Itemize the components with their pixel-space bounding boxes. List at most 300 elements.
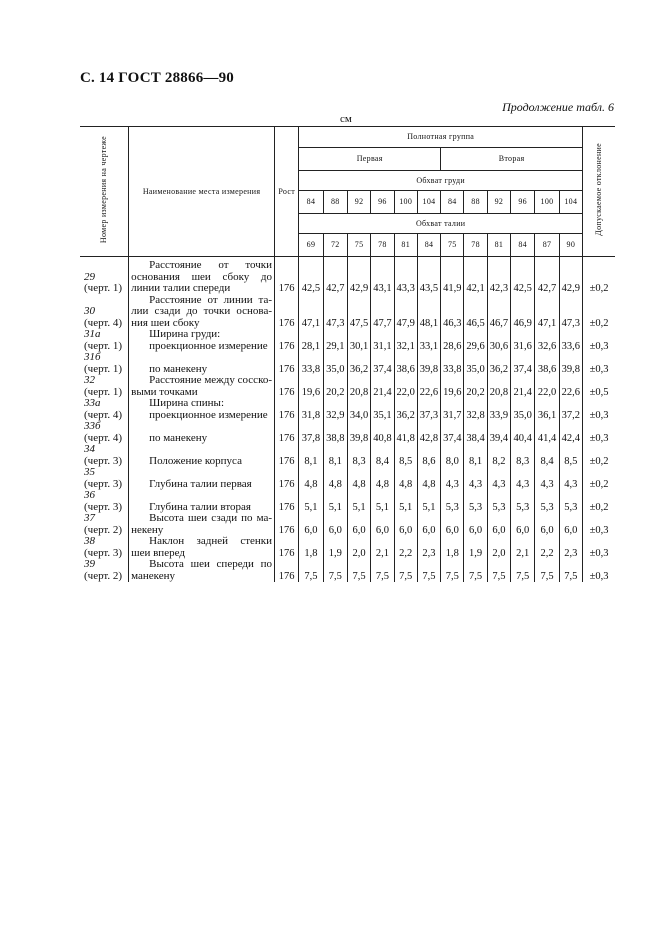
measurement-value: 5,3 xyxy=(535,490,559,513)
table-row xyxy=(80,444,615,467)
chest-header: Обхват груди xyxy=(299,171,583,191)
table-header xyxy=(80,127,615,257)
chest-value-header: 96 xyxy=(511,191,535,214)
continuation-label: Продолжение табл. 6 xyxy=(502,100,614,114)
measurement-value: 36,1 xyxy=(535,398,559,421)
chest-value-header: 88 xyxy=(464,191,487,214)
measurement-value: 47,3 xyxy=(323,295,347,330)
measurement-value: 42,9 xyxy=(559,257,582,295)
chest-value-header: 84 xyxy=(299,191,323,214)
tolerance-value: ±0,2 xyxy=(583,490,615,513)
measurement-value: 41,8 xyxy=(394,421,417,444)
measurement-value: 8,0 xyxy=(441,444,464,467)
measurement-value: 42,7 xyxy=(535,257,559,295)
measurement-value: 6,0 xyxy=(441,513,464,536)
measurement-name-line: по манекену xyxy=(149,431,208,444)
waist-value-header: 84 xyxy=(417,234,440,257)
tolerance-value: ±0,2 xyxy=(583,257,615,295)
measurement-value: 38,6 xyxy=(394,352,417,375)
measurement-name-line: лии сзади до точки основа- xyxy=(131,305,273,317)
chest-value-header: 84 xyxy=(441,191,464,214)
measurement-value: 42,5 xyxy=(299,257,323,295)
measurement-name-line: Положение корпуса xyxy=(149,454,242,467)
measurement-value: 46,5 xyxy=(464,295,487,330)
waist-header: Обхват талии xyxy=(299,214,583,234)
chest-value-header: 100 xyxy=(394,191,417,214)
measurement-name-line: Высота шеи спереди по xyxy=(149,558,273,570)
measurement-name-line: по манекену xyxy=(149,362,208,375)
measurement-value: 6,0 xyxy=(347,513,370,536)
measurement-value: 46,3 xyxy=(441,295,464,330)
measurement-value: 1,9 xyxy=(323,536,347,559)
measurement-value: 7,5 xyxy=(511,559,535,582)
measurement-value: 31,6 xyxy=(511,329,535,352)
measurement-name xyxy=(129,536,275,559)
measurement-value: 2,0 xyxy=(487,536,510,559)
measurement-value: 31,8 xyxy=(299,398,323,421)
waist-value-header: 81 xyxy=(487,234,510,257)
measurement-value: 8,3 xyxy=(347,444,370,467)
measurement-value: 5,1 xyxy=(347,490,370,513)
measurement-name-line: основания шеи сбоку до xyxy=(131,270,273,283)
measurement-value: 29,1 xyxy=(323,329,347,352)
measurement-value: 7,5 xyxy=(559,559,582,582)
measurement-number-value: 33б xyxy=(84,420,101,432)
measurement-value: 32,9 xyxy=(323,398,347,421)
measurement-value: 8,6 xyxy=(417,444,440,467)
measurement-value: 5,1 xyxy=(417,490,440,513)
waist-value-header: 78 xyxy=(464,234,487,257)
measurement-value: 38,4 xyxy=(464,421,487,444)
measurement-value: 37,4 xyxy=(441,421,464,444)
tolerance-value: ±0,2 xyxy=(583,295,615,330)
measurement-value: 42,7 xyxy=(323,257,347,295)
waist-value-header: 87 xyxy=(535,234,559,257)
measurement-value: 28,1 xyxy=(299,329,323,352)
measurement-value: 31,1 xyxy=(371,329,394,352)
measurement-name-line: линии талии спереди xyxy=(131,282,231,294)
measurement-name-line: проекционное измерение xyxy=(149,339,268,352)
measurement-value: 7,5 xyxy=(535,559,559,582)
measurement-value: 29,6 xyxy=(464,329,487,352)
measurement-name-line: Высота шеи сзади по ма- xyxy=(149,512,273,524)
measurement-value: 36,2 xyxy=(347,352,370,375)
height-value: 176 xyxy=(275,295,299,330)
measurement-number-value: 31а xyxy=(84,328,101,340)
measurement-value: 35,0 xyxy=(511,398,535,421)
measurement-value: 7,5 xyxy=(487,559,510,582)
drawing-reference: (черт. 4) xyxy=(84,316,123,329)
measurement-value: 5,1 xyxy=(371,490,394,513)
measurement-value: 47,9 xyxy=(394,295,417,330)
measurement-name xyxy=(129,398,275,421)
measurement-value: 35,1 xyxy=(371,398,394,421)
measurement-name-line: Расстояние от точки xyxy=(149,259,273,271)
drawing-reference: (черт. 3) xyxy=(84,454,123,467)
measurement-value: 4,8 xyxy=(347,467,370,490)
tolerance-column-header: Допускаемое отклонение xyxy=(583,127,615,257)
drawing-reference: (черт. 2) xyxy=(84,569,123,582)
chest-value-header: 104 xyxy=(417,191,440,214)
measurement-value: 5,3 xyxy=(464,490,487,513)
height-value: 176 xyxy=(275,398,299,421)
measurement-value: 4,8 xyxy=(371,467,394,490)
measurement-value: 7,5 xyxy=(371,559,394,582)
table-row xyxy=(80,329,615,352)
measurement-value: 5,1 xyxy=(394,490,417,513)
measurement-value: 1,9 xyxy=(464,536,487,559)
measurement-value: 43,1 xyxy=(371,257,394,295)
measurement-number xyxy=(80,467,129,490)
num-column-header: Номер измерения на чертеже xyxy=(80,127,129,257)
measurement-value: 2,1 xyxy=(511,536,535,559)
measurement-number-value: 35 xyxy=(84,466,95,478)
measurement-value: 6,0 xyxy=(535,513,559,536)
unit-label: см xyxy=(340,113,352,125)
measurement-number-value: 29 xyxy=(84,270,95,283)
height-value: 176 xyxy=(275,329,299,352)
measurement-name xyxy=(129,375,275,398)
drawing-reference: (черт. 3) xyxy=(84,477,123,490)
measurement-value: 36,2 xyxy=(487,352,510,375)
name-column-header: Наименование места измерения xyxy=(129,127,275,257)
measurement-value: 5,1 xyxy=(299,490,323,513)
measurement-name-line: Глубина талии первая xyxy=(149,477,252,490)
measurement-name-line: проекционное измерение xyxy=(149,408,268,421)
group-second-header: Вторая xyxy=(441,148,583,171)
drawing-reference: (черт. 1) xyxy=(84,282,123,294)
measurement-value: 5,3 xyxy=(487,490,510,513)
measurement-value: 33,1 xyxy=(417,329,440,352)
measurement-value: 2,1 xyxy=(371,536,394,559)
measurement-value: 6,0 xyxy=(371,513,394,536)
measurement-value: 4,8 xyxy=(299,467,323,490)
measurement-value: 39,8 xyxy=(559,352,582,375)
measurement-value: 31,7 xyxy=(441,398,464,421)
measurement-name-line: Расстояние от линии та- xyxy=(149,293,273,306)
measurement-value: 19,6 xyxy=(299,375,323,398)
height-column-header: Рост xyxy=(275,127,299,257)
measurement-value: 6,0 xyxy=(394,513,417,536)
height-value: 176 xyxy=(275,536,299,559)
height-value: 176 xyxy=(275,257,299,295)
waist-value-header: 72 xyxy=(323,234,347,257)
drawing-reference: (черт. 4) xyxy=(84,408,123,421)
table-row xyxy=(80,295,615,330)
measurement-number xyxy=(80,375,129,398)
measurement-value: 6,0 xyxy=(559,513,582,536)
drawing-reference: (черт. 1) xyxy=(84,385,123,398)
measurement-value: 4,3 xyxy=(464,467,487,490)
measurement-value: 47,5 xyxy=(347,295,370,330)
measurement-name-line: некену xyxy=(131,523,164,536)
measurement-value: 20,8 xyxy=(487,375,510,398)
measurement-value: 8,5 xyxy=(394,444,417,467)
waist-value-header: 90 xyxy=(559,234,582,257)
measurement-value: 41,9 xyxy=(441,257,464,295)
measurement-number xyxy=(80,329,129,352)
measurement-value: 4,3 xyxy=(511,467,535,490)
measurement-value: 7,5 xyxy=(441,559,464,582)
measurement-value: 2,3 xyxy=(559,536,582,559)
measurement-name xyxy=(129,559,275,582)
measurement-value: 32,6 xyxy=(535,329,559,352)
chest-value-header: 92 xyxy=(487,191,510,214)
measurement-value: 7,5 xyxy=(323,559,347,582)
measurement-value: 42,5 xyxy=(511,257,535,295)
height-value: 176 xyxy=(275,352,299,375)
waist-value-header: 81 xyxy=(394,234,417,257)
height-value: 176 xyxy=(275,513,299,536)
measurement-value: 40,8 xyxy=(371,421,394,444)
measurement-value: 28,6 xyxy=(441,329,464,352)
measurement-value: 2,2 xyxy=(535,536,559,559)
measurement-value: 1,8 xyxy=(299,536,323,559)
measurement-name-line: Расстояние между сосско- xyxy=(149,374,273,386)
tolerance-value: ±0,5 xyxy=(583,375,615,398)
measurement-value: 20,8 xyxy=(347,375,370,398)
measurement-name-line: манекену xyxy=(131,569,176,582)
height-value: 176 xyxy=(275,467,299,490)
waist-value-header: 75 xyxy=(347,234,370,257)
measurement-name-line: Ширина груди: xyxy=(149,328,221,340)
measurement-value: 6,0 xyxy=(511,513,535,536)
measurement-value: 22,6 xyxy=(417,375,440,398)
measurement-value: 4,8 xyxy=(323,467,347,490)
group-first-header: Первая xyxy=(299,148,441,171)
measurement-value: 5,1 xyxy=(323,490,347,513)
measurement-value: 37,4 xyxy=(511,352,535,375)
measurement-number-value: 38 xyxy=(84,535,95,547)
measurement-number-value: 31б xyxy=(84,351,101,363)
measurement-value: 47,1 xyxy=(535,295,559,330)
measurement-value: 42,8 xyxy=(417,421,440,444)
measurement-name xyxy=(129,295,275,330)
chest-value-header: 88 xyxy=(323,191,347,214)
measurement-number xyxy=(80,257,129,295)
measurement-value: 8,1 xyxy=(299,444,323,467)
measurement-value: 37,8 xyxy=(299,421,323,444)
page-header: С. 14 ГОСТ 28866—90 xyxy=(80,70,234,86)
measurement-value: 37,4 xyxy=(371,352,394,375)
measurement-value: 32,1 xyxy=(394,329,417,352)
measurement-number-value: 30 xyxy=(84,305,95,317)
height-value: 176 xyxy=(275,559,299,582)
waist-value-header: 75 xyxy=(441,234,464,257)
measurement-value: 21,4 xyxy=(371,375,394,398)
measurement-value: 4,8 xyxy=(417,467,440,490)
waist-value-header: 69 xyxy=(299,234,323,257)
waist-value-header: 84 xyxy=(511,234,535,257)
measurement-value: 6,0 xyxy=(487,513,510,536)
drawing-reference: (черт. 1) xyxy=(84,339,123,352)
measurement-name-line: Ширина спины: xyxy=(149,397,225,409)
measurement-name xyxy=(129,513,275,536)
measurement-number-value: 34 xyxy=(84,443,95,455)
measurement-value: 43,5 xyxy=(417,257,440,295)
measurement-value: 20,2 xyxy=(323,375,347,398)
table-body xyxy=(80,257,615,583)
measurement-number-value: 37 xyxy=(84,512,95,524)
measurement-value: 38,8 xyxy=(323,421,347,444)
measurement-value: 22,6 xyxy=(559,375,582,398)
measurement-value: 20,2 xyxy=(464,375,487,398)
measurement-value: 38,6 xyxy=(535,352,559,375)
measurement-value: 42,4 xyxy=(559,421,582,444)
measurement-value: 46,7 xyxy=(487,295,510,330)
table-row xyxy=(80,467,615,490)
measurement-value: 37,3 xyxy=(417,398,440,421)
measurement-value: 30,1 xyxy=(347,329,370,352)
measurement-value: 40,4 xyxy=(511,421,535,444)
measurement-value: 33,9 xyxy=(487,398,510,421)
measurement-name xyxy=(129,444,275,467)
measurement-value: 4,3 xyxy=(535,467,559,490)
measurement-value: 37,2 xyxy=(559,398,582,421)
measurement-value: 7,5 xyxy=(417,559,440,582)
measurement-value: 46,9 xyxy=(511,295,535,330)
tolerance-value: ±0,3 xyxy=(583,536,615,559)
measurement-value: 2,2 xyxy=(394,536,417,559)
measurement-value: 39,8 xyxy=(347,421,370,444)
measurements-table xyxy=(80,126,615,582)
measurement-value: 7,5 xyxy=(299,559,323,582)
measurement-value: 47,1 xyxy=(299,295,323,330)
measurement-value: 21,4 xyxy=(511,375,535,398)
measurement-number xyxy=(80,352,129,375)
drawing-reference: (черт. 3) xyxy=(84,546,123,559)
height-value: 176 xyxy=(275,375,299,398)
measurement-value: 8,5 xyxy=(559,444,582,467)
measurement-value: 4,3 xyxy=(559,467,582,490)
tolerance-value: ±0,3 xyxy=(583,352,615,375)
measurement-value: 36,2 xyxy=(394,398,417,421)
measurement-value: 39,8 xyxy=(417,352,440,375)
measurement-name-line: Глубина талии вторая xyxy=(149,500,251,513)
measurement-value: 8,1 xyxy=(323,444,347,467)
measurement-name xyxy=(129,352,275,375)
measurement-name xyxy=(129,329,275,352)
measurement-name-line: шеи вперед xyxy=(131,546,185,559)
measurement-number xyxy=(80,536,129,559)
table-row xyxy=(80,257,615,295)
measurement-name xyxy=(129,467,275,490)
measurement-value: 33,8 xyxy=(441,352,464,375)
measurement-value: 8,4 xyxy=(371,444,394,467)
measurement-value: 5,3 xyxy=(511,490,535,513)
measurement-value: 1,8 xyxy=(441,536,464,559)
full-group-header: Полнотная группа xyxy=(299,127,583,148)
table-row xyxy=(80,490,615,513)
measurement-value: 39,4 xyxy=(487,421,510,444)
measurement-number xyxy=(80,421,129,444)
table-row xyxy=(80,398,615,421)
tolerance-value: ±0,3 xyxy=(583,559,615,582)
measurement-number xyxy=(80,559,129,582)
measurement-value: 4,3 xyxy=(441,467,464,490)
measurement-value: 32,8 xyxy=(464,398,487,421)
tolerance-value: ±0,3 xyxy=(583,513,615,536)
drawing-reference: (черт. 4) xyxy=(84,431,123,444)
measurement-name xyxy=(129,421,275,444)
measurement-value: 5,3 xyxy=(441,490,464,513)
measurement-value: 6,0 xyxy=(464,513,487,536)
measurement-value: 33,6 xyxy=(559,329,582,352)
measurement-value: 7,5 xyxy=(347,559,370,582)
measurement-value: 2,3 xyxy=(417,536,440,559)
measurement-value: 8,4 xyxy=(535,444,559,467)
measurement-name-line: Наклон задней стенки xyxy=(149,535,273,547)
measurement-value: 42,3 xyxy=(487,257,510,295)
height-value: 176 xyxy=(275,444,299,467)
measurement-number xyxy=(80,444,129,467)
measurement-value: 35,0 xyxy=(464,352,487,375)
measurement-value: 5,3 xyxy=(559,490,582,513)
measurement-name xyxy=(129,257,275,295)
measurement-number xyxy=(80,398,129,421)
measurement-value: 7,5 xyxy=(394,559,417,582)
measurement-value: 6,0 xyxy=(417,513,440,536)
measurement-value: 8,1 xyxy=(464,444,487,467)
measurement-number-value: 32 xyxy=(84,374,95,386)
table-row xyxy=(80,513,615,536)
measurement-value: 35,0 xyxy=(323,352,347,375)
measurement-value: 4,3 xyxy=(487,467,510,490)
height-value: 176 xyxy=(275,421,299,444)
measurement-number xyxy=(80,295,129,330)
measurement-number xyxy=(80,490,129,513)
measurement-value: 42,1 xyxy=(464,257,487,295)
measurement-name-line: выми точками xyxy=(131,385,198,398)
measurement-value: 22,0 xyxy=(535,375,559,398)
measurement-value: 4,8 xyxy=(394,467,417,490)
measurement-number-value: 33а xyxy=(84,397,101,409)
chest-value-header: 96 xyxy=(371,191,394,214)
measurement-value: 30,6 xyxy=(487,329,510,352)
drawing-reference: (черт. 2) xyxy=(84,523,123,536)
measurement-value: 47,3 xyxy=(559,295,582,330)
measurement-value: 48,1 xyxy=(417,295,440,330)
measurement-number-value: 39 xyxy=(84,558,95,570)
table-row xyxy=(80,375,615,398)
tolerance-value: ±0,2 xyxy=(583,444,615,467)
measurement-value: 34,0 xyxy=(347,398,370,421)
drawing-reference: (черт. 3) xyxy=(84,500,123,513)
measurement-name xyxy=(129,490,275,513)
measurement-value: 8,3 xyxy=(511,444,535,467)
table-row xyxy=(80,536,615,559)
measurement-value: 41,4 xyxy=(535,421,559,444)
chest-value-header: 92 xyxy=(347,191,370,214)
tolerance-value: ±0,3 xyxy=(583,398,615,421)
measurement-value: 42,9 xyxy=(347,257,370,295)
measurement-value: 47,7 xyxy=(371,295,394,330)
measurement-value: 7,5 xyxy=(464,559,487,582)
tolerance-value: ±0,2 xyxy=(583,467,615,490)
table-row xyxy=(80,559,615,582)
tolerance-value: ±0,3 xyxy=(583,421,615,444)
measurement-number-value: 36 xyxy=(84,489,95,501)
measurement-value: 19,6 xyxy=(441,375,464,398)
table-row xyxy=(80,421,615,444)
measurement-value: 33,8 xyxy=(299,352,323,375)
measurement-name-line: ния шеи сбоку xyxy=(131,316,200,329)
chest-value-header: 100 xyxy=(535,191,559,214)
measurement-value: 8,2 xyxy=(487,444,510,467)
waist-value-header: 78 xyxy=(371,234,394,257)
drawing-reference: (черт. 1) xyxy=(84,362,123,375)
table-row xyxy=(80,352,615,375)
